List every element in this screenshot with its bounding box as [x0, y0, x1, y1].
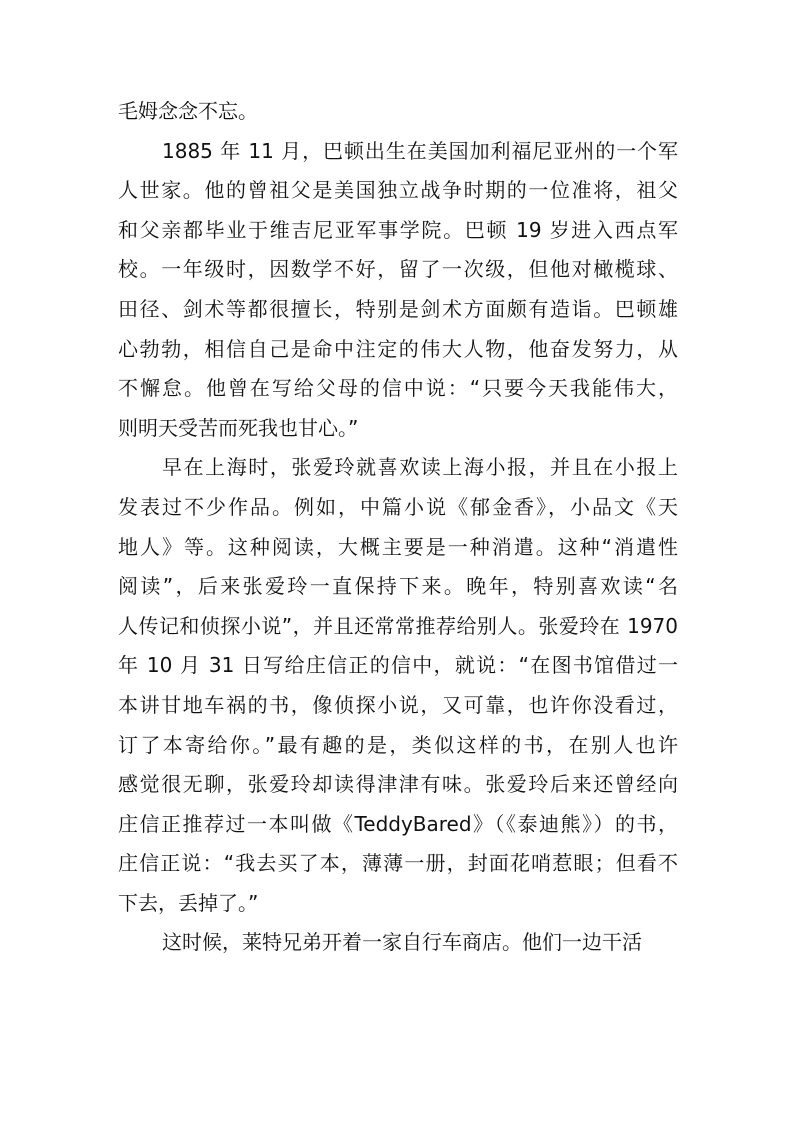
text-line: 不懈怠。他曾在写给父母的信中说：“只要今天我能伟大，: [118, 376, 678, 401]
text-line: 则明天受苦而死我也甘心。”: [118, 415, 359, 440]
text-line: 这时候，莱特兄弟开着一家自行车商店。他们一边干活: [162, 930, 642, 955]
text-line: 心勃勃，相信自己是命中注定的伟大人物，他奋发努力，从: [118, 336, 678, 361]
paragraph-3: [118, 448, 678, 923]
paragraph-1: [118, 92, 678, 132]
text-line: 庄信正推荐过一本叫做《TeddyBared》（《泰迪熊》）的书，: [118, 811, 678, 836]
text-line: 阅读”，后来张爱玲一直保持下来。晚年，特别喜欢读“名: [118, 574, 678, 599]
text-line: 发表过不少作品。例如，中篇小说《郁金香》，小品文《天: [118, 494, 678, 519]
text-line: 人传记和侦探小说”，并且还常常推荐给别人。张爱玲在 1970: [118, 613, 678, 638]
text-line: 年 10 月 31 日写给庄信正的信中，就说：“在图书馆借过一: [118, 653, 678, 678]
text-line: 校。一年级时，因数学不好，留了一次级，但他对橄榄球、: [118, 257, 678, 282]
text-line: 毛姆念念不忘。: [118, 99, 258, 123]
document-body: [118, 92, 678, 963]
text-line: 下去，丢掉了。”: [118, 890, 259, 915]
text-line: 田径、剑术等都很擅长，特别是剑术方面颇有造诣。巴顿雄: [118, 296, 678, 321]
text-line: 1885 年 11 月，巴顿出生在美国加利福尼亚州的一个军: [162, 138, 678, 163]
text-line: 和父亲都毕业于维吉尼亚军事学院。巴顿 19 岁进入西点军: [118, 217, 678, 242]
text-line: 本讲甘地车祸的书，像侦探小说，又可靠，也许你没看过，: [118, 692, 678, 717]
text-line: 感觉很无聊，张爱玲却读得津津有味。张爱玲后来还曾经向: [118, 772, 678, 797]
text-line: 早在上海时，张爱玲就喜欢读上海小报，并且在小报上: [162, 455, 678, 480]
text-line: 庄信正说：“我去买了本，薄薄一册，封面花哨惹眼；但看不: [118, 851, 678, 876]
text-line: 人世家。他的曾祖父是美国独立战争时期的一位准将，祖父: [118, 178, 678, 203]
paragraph-4: [118, 923, 678, 963]
text-line: 地人》等。这种阅读，大概主要是一种消遣。这种“消遣性: [118, 534, 678, 559]
paragraph-2: [118, 132, 678, 449]
text-line: 订了本寄给你。”最有趣的是，类似这样的书，在别人也许: [118, 732, 678, 757]
